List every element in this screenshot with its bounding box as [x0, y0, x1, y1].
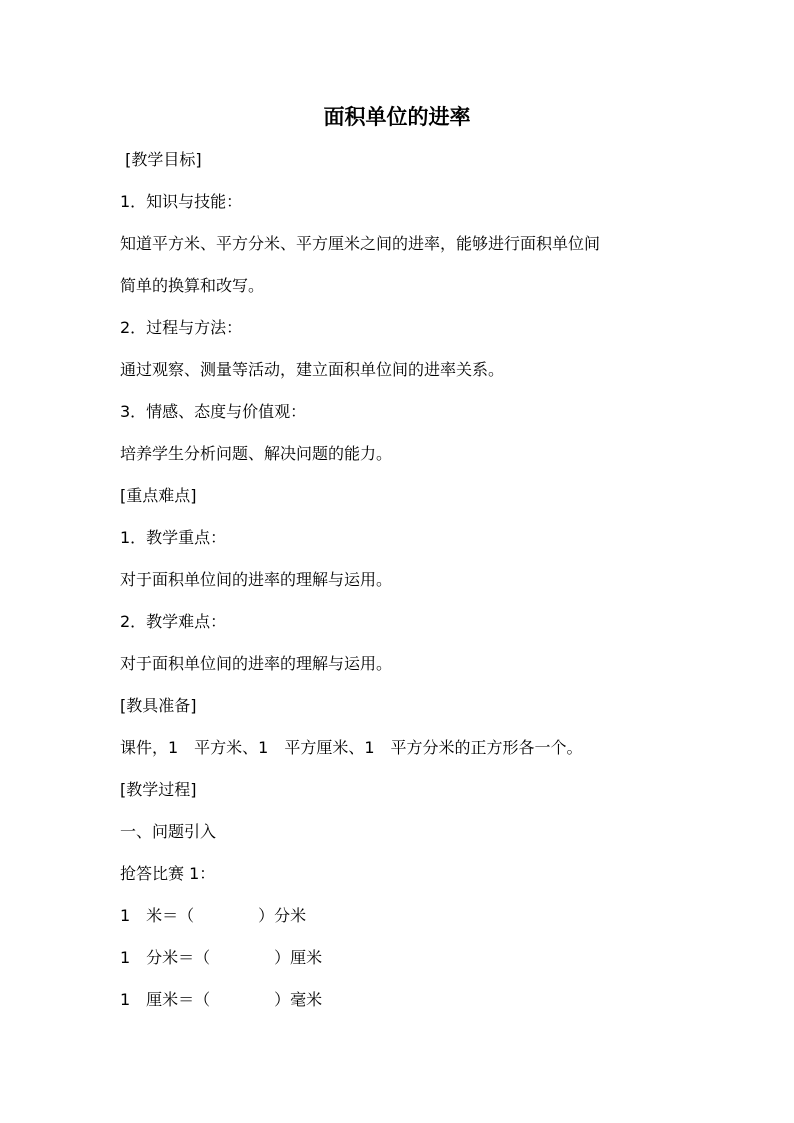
key-point-heading: 1．教学重点： [120, 528, 227, 547]
heading-teaching-process: [教学过程] [120, 780, 197, 799]
document-title: 面积单位的进率 [323, 104, 471, 129]
difficulty-heading: 2．教学难点： [120, 612, 227, 631]
teaching-aids-text: 课件，1 平方米、1 平方厘米、1 平方分米的正方形各一个。 [120, 738, 583, 757]
goal-3-text: 培养学生分析问题、解决问题的能力。 [120, 444, 393, 463]
quiz-item-meter: 1 米＝（ ）分米 [120, 906, 307, 925]
goal-1-text-line-2: 简单的换算和改写。 [120, 276, 265, 295]
goal-2-heading: 2．过程与方法： [120, 318, 243, 337]
quiz-item-centimeter: 1 厘米＝（ ）毫米 [120, 990, 323, 1009]
heading-teaching-goals: [教学目标] [120, 150, 202, 169]
goal-3-heading: 3．情感、态度与价值观： [120, 402, 307, 421]
heading-teaching-aids: [教具准备] [120, 696, 197, 715]
goal-1-text-line-1: 知道平方米、平方分米、平方厘米之间的进率，能够进行面积单位间 [120, 234, 601, 253]
heading-key-points: [重点难点] [120, 486, 197, 505]
difficulty-text: 对于面积单位间的进率的理解与运用。 [120, 654, 393, 673]
section-problem-intro: 一、问题引入 [120, 822, 217, 841]
goal-1-heading: 1．知识与技能： [120, 192, 243, 211]
quiz-item-decimeter: 1 分米＝（ ）厘米 [120, 948, 323, 967]
quiz-heading: 抢答比赛 1： [120, 864, 216, 883]
goal-2-text: 通过观察、测量等活动，建立面积单位间的进率关系。 [120, 360, 505, 379]
key-point-text: 对于面积单位间的进率的理解与运用。 [120, 570, 393, 589]
